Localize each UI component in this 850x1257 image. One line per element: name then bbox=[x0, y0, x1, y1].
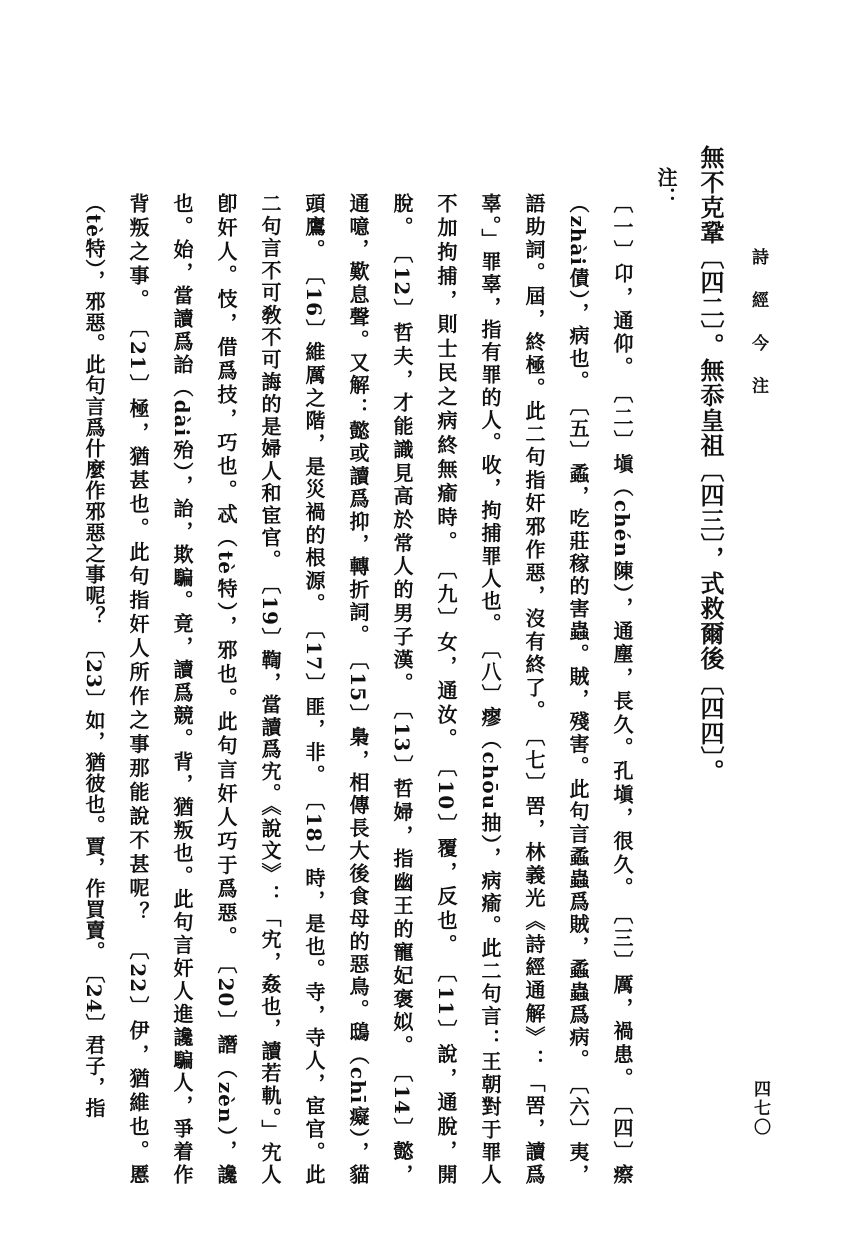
note-line: 通噫，歎息聲。又解：懿或讀爲抑，轉折詞。 〔15〕梟，相傳長大後食母的惡鳥。鴟（chī癡），貓 bbox=[346, 193, 370, 1185]
note-line: 辜。」罪辜，指有罪的人。收，拘捕罪人也。 〔八〕瘳（chōu抽），病瘉。此二句言：王朝對于罪人 bbox=[478, 193, 502, 1185]
note-line: （tè特），邪惡。此句言爲什麼作邪惡之事呢？ 〔23〕如，猶彼也。賈，作買賣。 〔24〕君子，指 bbox=[82, 193, 106, 1119]
note-line: 也。始，當讀爲詒（dài殆），詒，欺騙。竟，讀爲競。背，猶叛也。此句言奸人進讒騙人，爭着作 bbox=[170, 193, 194, 1185]
note-line: 背叛之事。 〔21〕極，猶甚也。此句指奸人所作之事那能說不甚呢？ 〔22〕伊，猶維也。慝 bbox=[126, 193, 150, 1185]
notes-label: 注： bbox=[654, 167, 678, 207]
page-number: 四七〇 bbox=[750, 1080, 770, 1137]
note-line: 頭鷹。 〔16〕維厲之階，是災禍的根源。 〔17〕匪，非。 〔18〕時，是也。寺，寺人，宦官。此 bbox=[302, 193, 326, 1185]
note-line: 不加拘捕，則士民之病終無瘉時。 〔九〕女，通汝。 〔10〕覆，反也。 〔11〕說，通脫，開 bbox=[434, 193, 458, 1185]
note-line: 脫。 〔12〕哲夫，才能識見高於常人的男子漢。 〔13〕哲婦，指幽王的寵妃褒姒。 〔14〕懿， bbox=[390, 193, 414, 1185]
note-line: 卽奸人。忮，借爲技，巧也。忒（tè特），邪也。此句言奸人巧于爲惡。 〔20〕譖（zèn），讒 bbox=[214, 193, 238, 1185]
verse-line: 無不克鞏〔四二〕。無忝皇祖〔四三〕，式救爾後〔四四〕。 bbox=[696, 145, 725, 784]
running-title: 詩 經 今 注 bbox=[748, 248, 768, 404]
note-line: 二句言不可敎不可誨的是婦人和宦官。 〔19〕鞫，當讀爲宄。《說文》：「宄，姦也，讀若軌。」宄人 bbox=[258, 193, 282, 1185]
note-line: 語助詞。屆，終極。此二句指奸邪作惡，沒有終了。 〔七〕罟，林義光《詩經通解》：「罟，讀爲 bbox=[522, 193, 546, 1185]
text-body bbox=[82, 145, 732, 1185]
note-line: （zhài債），病也。 〔五〕蟊，吃莊稼的害蟲。賊，殘害。此句言蟊蟲爲賊，蟊蟲爲病。 〔六〕夷， bbox=[566, 193, 590, 1185]
note-line: 〔一〕卬，通仰。 〔二〕塡（chén陳），通塵，長久。孔塡，很久。 〔三〕厲，禍患。 〔四〕瘵 bbox=[610, 193, 634, 1185]
